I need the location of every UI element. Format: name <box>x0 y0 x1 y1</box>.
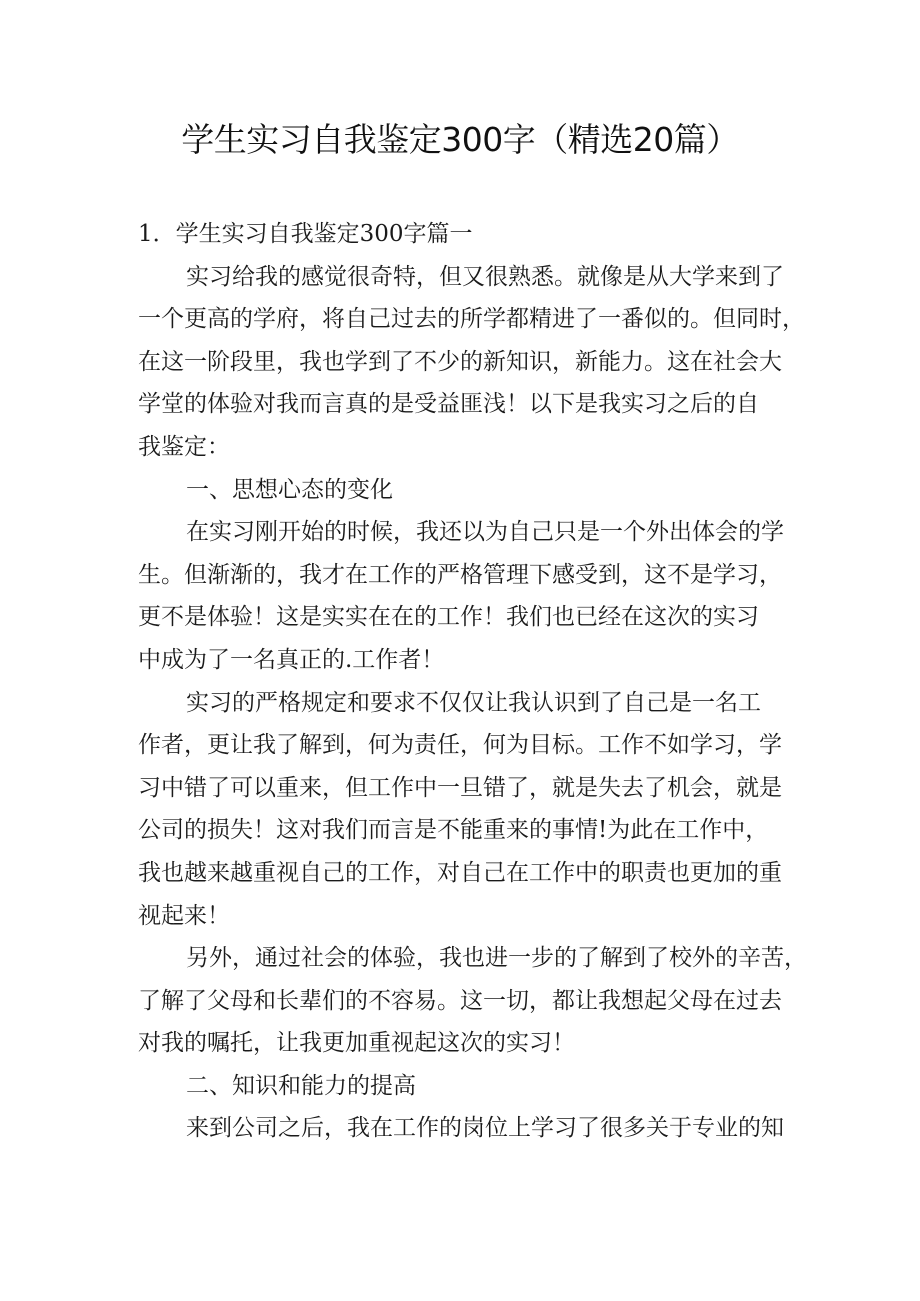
section-heading: 1．学生实习自我鉴定300字篇一 <box>138 221 473 247</box>
paragraph-line: 一个更高的学府，将自己过去的所学都精进了一番似的。但同时， <box>138 306 805 333</box>
paragraph-line: 实习的严格规定和要求不仅仅让我认识到了自己是一名工 <box>186 689 761 716</box>
paragraph-line: 中成为了一名真正的.工作者！ <box>138 646 445 673</box>
paragraph-line: 生。但渐渐的，我才在工作的严格管理下感受到，这不是学习， <box>138 561 782 588</box>
paragraph-line: 作者，更让我了解到，何为责任，何为目标。工作不如学习，学 <box>138 732 782 759</box>
paragraph-line: 更不是体验！这是实实在在的工作！我们也已经在这次的实习 <box>138 604 759 631</box>
document-body <box>138 213 807 1150</box>
document-title: 学生实习自我鉴定300字（精选20篇） <box>181 120 739 159</box>
paragraph-line: 我也越来越重视自己的工作，对自己在工作中的职责也更加的重 <box>138 859 782 886</box>
paragraph-line: 对我的嘱托，让我更加重视起这次的实习！ <box>138 1030 575 1057</box>
paragraph-line: 在这一阶段里，我也学到了不少的新知识，新能力。这在社会大 <box>138 348 782 375</box>
subheading-2: 二、知识和能力的提高 <box>186 1072 416 1099</box>
subheading-1: 一、思想心态的变化 <box>186 476 393 503</box>
paragraph-line: 视起来！ <box>138 902 230 929</box>
paragraph-line: 学堂的体验对我而言真的是受益匪浅！以下是我实习之后的自 <box>138 391 759 418</box>
paragraph-line: 来到公司之后，我在工作的岗位上学习了很多关于专业的知 <box>186 1115 784 1142</box>
paragraph-line: 另外，通过社会的体验，我也进一步的了解到了校外的辛苦， <box>186 945 807 972</box>
paragraph-line: 我鉴定： <box>138 433 230 460</box>
paragraph-line: 了解了父母和长辈们的不容易。这一切，都让我想起父母在过去 <box>138 987 782 1014</box>
paragraph-line: 公司的损失！这对我们而言是不能重来的事情!为此在工作中， <box>138 817 769 844</box>
paragraph-line: 习中错了可以重来，但工作中一旦错了，就是失去了机会，就是 <box>138 774 782 801</box>
paragraph-line: 实习给我的感觉很奇特，但又很熟悉。就像是从大学来到了 <box>186 263 784 290</box>
paragraph-line: 在实习刚开始的时候，我还以为自己只是一个外出体会的学 <box>186 519 784 546</box>
